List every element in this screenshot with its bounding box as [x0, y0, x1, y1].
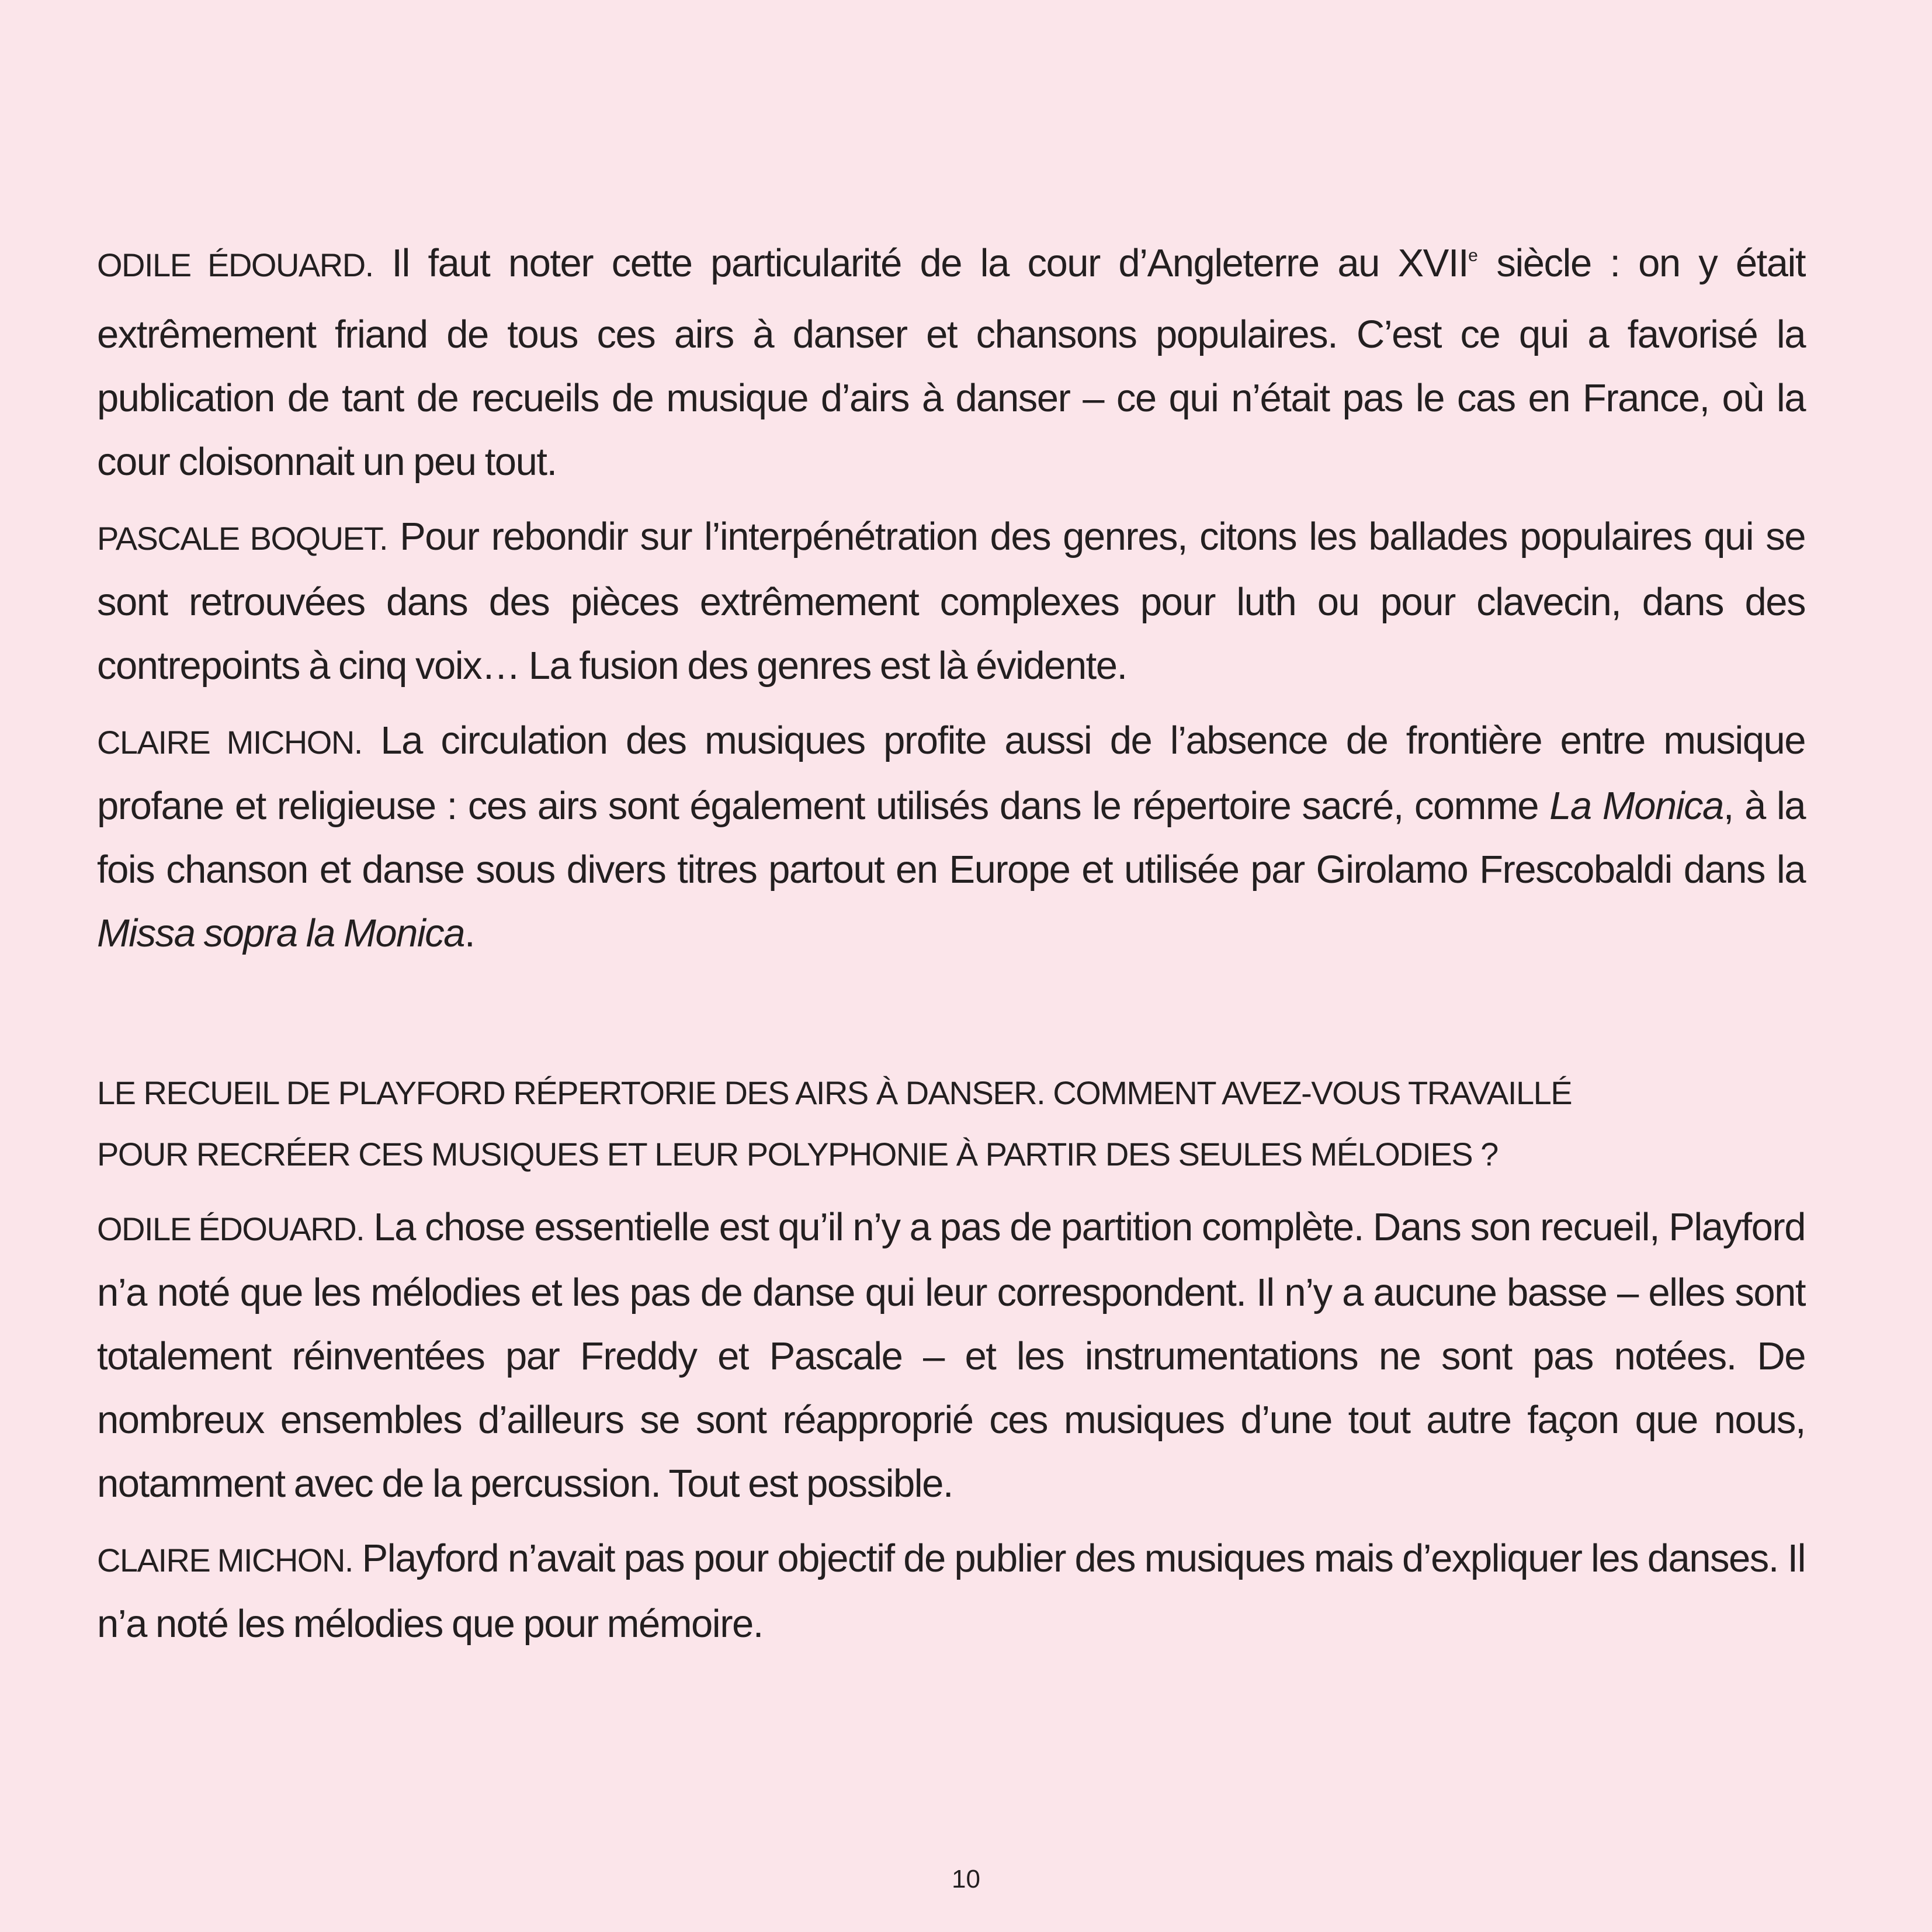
speaker-name: PASCALE BOQUET.	[97, 520, 388, 557]
paragraph-pascale-boquet	[97, 505, 1805, 698]
paragraph-text: siècle : on y était extrêmement friand de tous ces airs à danser et chansons populaires. C’est ce qui a favorisé la publication de tant de recueils de musique d’airs à danser – ce qui n’était pas le cas en France, où la cour cloisonnait un peu tout.	[97, 241, 1805, 484]
paragraph-text: .	[464, 911, 475, 955]
question-line: POUR RECRÉER CES MUSIQUES ET LEUR POLYPHONIE À PARTIR DES SEULES MÉLODIES ?	[97, 1136, 1498, 1173]
work-title: Missa sopra la Monica	[97, 911, 465, 955]
page-number: 10	[952, 1865, 980, 1893]
paragraph-text: Playford n’avait pas pour objectif de publier des musiques mais d’expliquer les danses. Il n’a noté les mélodies que pour mémoire.	[97, 1536, 1805, 1646]
speaker-name: ODILE ÉDOUARD.	[97, 247, 373, 283]
paragraph-text: La chose essentielle est qu’il n’y a pas de partition complète. Dans son recueil, Playford n’a noté que les mélodies et les pas de danse qui leur correspondent. Il n’y a aucune basse – elles sont totalement réinventées par Freddy et Pascale – et les instrumentations ne sont pas notées. De nombreux ensembles d’ailleurs se sont réapproprié ces musiques d’une tout autre façon que nous, notamment avec de la percussion. Tout est possible.	[97, 1205, 1806, 1506]
speaker-name: CLAIRE MICHON.	[97, 724, 362, 761]
paragraph-claire-michon-2	[97, 1527, 1805, 1656]
paragraph-odile-edouard-2	[97, 1195, 1805, 1515]
paragraph-text: La circulation des musiques profite aussi de l’absence de frontière entre musique profane et religieuse : ces airs sont également utilisés dans le répertoire sacré, comme	[97, 719, 1805, 828]
paragraph-odile-edouard-1	[97, 231, 1805, 494]
paragraph-text: Il faut noter cette particularité de la cour d’Angleterre au XVII	[373, 241, 1469, 285]
work-title: La Monica	[1549, 784, 1723, 828]
interview-question	[97, 1062, 1805, 1185]
paragraph-claire-michon-1	[97, 709, 1805, 965]
speaker-name: ODILE ÉDOUARD.	[97, 1210, 365, 1247]
speaker-name: CLAIRE MICHON.	[97, 1542, 353, 1579]
superscript-text: e	[1468, 246, 1478, 265]
paragraph-text: Pour rebondir sur l’interpénétration des genres, citons les ballades populaires qui se sont retrouvées dans des pièces extrêmement complexes pour luth ou pour clavecin, dans des contrepoints à cinq voix… La fusion des genres est là évidente.	[97, 515, 1805, 688]
paragraph-text: , à la fois chanson et danse sous divers titres partout en Europe et utilisée par Girolamo Frescobaldi dans la	[97, 784, 1805, 892]
question-line: LE RECUEIL DE PLAYFORD RÉPERTORIE DES AIRS À DANSER. COMMENT AVEZ-VOUS TRAVAILLÉ	[97, 1074, 1572, 1111]
page-content	[97, 231, 1805, 1656]
